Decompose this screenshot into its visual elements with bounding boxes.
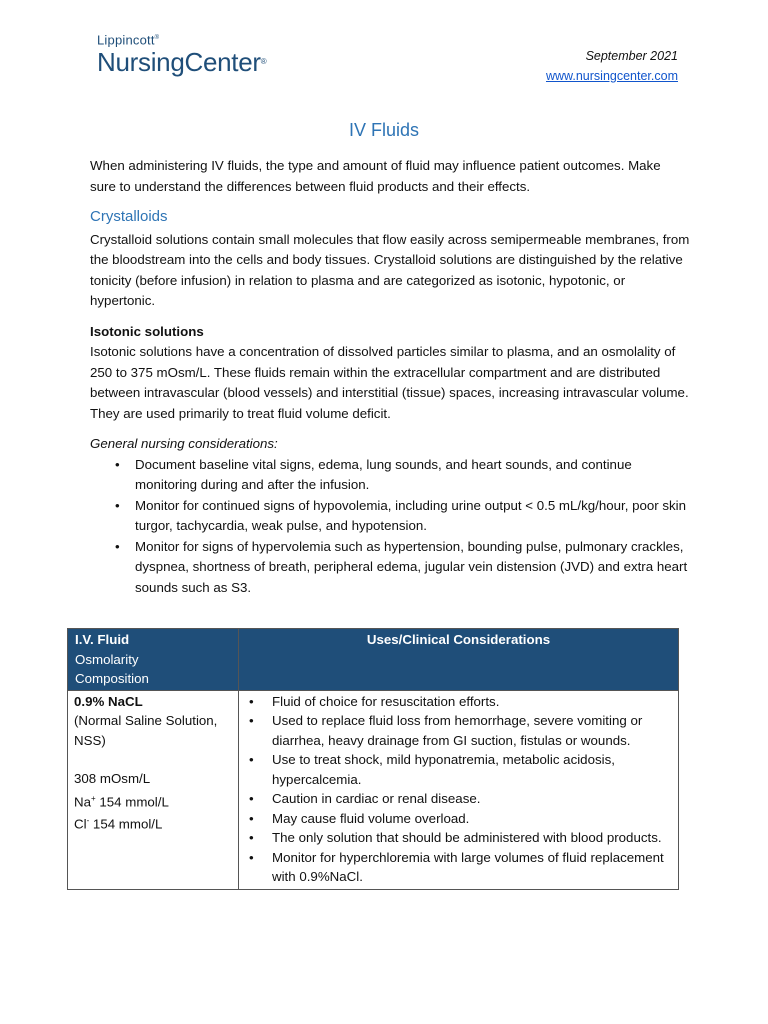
list-item: • Monitor for hyperchloremia with large volumes of fluid replacement with 0.9%NaCl. <box>245 848 672 887</box>
page-title: IV Fluids <box>348 120 420 140</box>
list-item: • Use to treat shock, mild hyponatremia, metabolic acidosis, hypercalcemia. <box>245 750 672 789</box>
logo-brand-big: NursingCenter® <box>97 47 267 78</box>
fluid-osmolarity: 308 mOsm/L <box>74 771 151 786</box>
table-header-uses: Uses/Clinical Considerations <box>239 629 679 691</box>
list-item: • May cause fluid volume overload. <box>245 809 672 829</box>
intro-paragraph: When administering IV fluids, the type and amount of fluid may influence patient outcomes. Make sure to understand the differences between fluid products and their effects. <box>90 158 661 194</box>
fluid-cell <box>68 690 239 889</box>
isotonic-heading: Isotonic solutions <box>90 323 204 339</box>
list-item: • The only solution that should be administered with blood products. <box>245 828 672 848</box>
fluid-name: 0.9% NaCL <box>74 693 143 709</box>
uses-list <box>245 692 672 887</box>
isotonic-paragraph: Isotonic solutions have a concentration of dissolved particles similar to plasma, and an osmolality of 250 to 375 mOsm/L. These fluids remain within the extracellular compartment and are distributed between intravascular (blood vessels) and interstitial (tissue) spaces, increasing intravascular volume. They are used primarily to treat fluid volume deficit. <box>90 344 689 421</box>
document-body <box>90 156 690 598</box>
website-link[interactable]: www.nursingcenter.com <box>545 69 678 83</box>
considerations-heading: General nursing considerations: <box>90 436 278 451</box>
considerations-list <box>90 455 690 599</box>
iv-fluid-table <box>67 628 679 890</box>
list-item: • Fluid of choice for resuscitation efforts. <box>245 692 672 712</box>
crystalloids-paragraph: Crystalloid solutions contain small molecules that flow easily across semipermeable membranes, from the bloodstream into the cells and body tissues. Crystalloid solutions are distinguished by the relative tonicity (before infusion) in relation to plasma and are categorized as isotonic, hypotonic, or hypertonic. <box>90 231 690 308</box>
fluid-sodium: Na+ 154 mmol/L <box>74 793 169 809</box>
table-row <box>68 690 679 889</box>
fluid-description: (Normal Saline Solution, NSS) <box>74 713 218 748</box>
list-item: • Monitor for signs of hypervolemia such as hypertension, bounding pulse, pulmonary crackles, dyspnea, shortness of breath, peripheral edema, jugular vein distension (JVD) and extra heart sounds such as S3. <box>115 537 690 599</box>
crystalloids-heading: Crystalloids <box>90 208 168 225</box>
list-item: • Monitor for continued signs of hypovolemia, including urine output < 0.5 mL/kg/hour, poor skin turgor, tachycardia, weak pulse, and hypotension. <box>115 496 690 537</box>
list-item: • Document baseline vital signs, edema, lung sounds, and heart sounds, and continue monitoring during and after the infusion. <box>115 455 690 496</box>
table-header-row <box>68 629 679 691</box>
table-header-fluid: I.V. Fluid Osmolarity Composition <box>68 629 239 691</box>
fluid-chloride: Cl- 154 mmol/L <box>74 816 163 832</box>
logo-brand-small: Lippincott® <box>97 32 160 48</box>
list-item: • Used to replace fluid loss from hemorrhage, severe vomiting or diarrhea, heavy drainage from GI suction, fistulas or wounds. <box>245 711 672 750</box>
publication-date: September 2021 <box>585 49 678 63</box>
list-item: • Caution in cardiac or renal disease. <box>245 789 672 809</box>
uses-cell <box>239 690 679 889</box>
logo <box>97 30 266 76</box>
dateline <box>546 46 678 86</box>
